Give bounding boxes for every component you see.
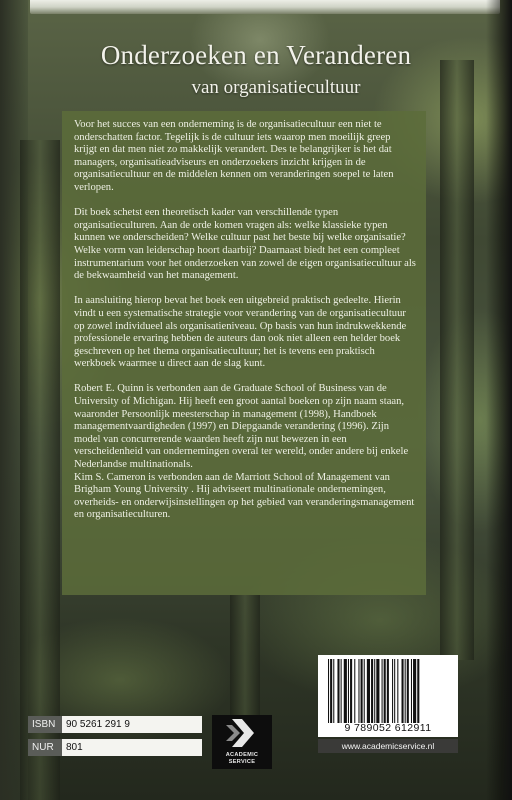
cover-spine-edge [486,0,512,800]
tree-trunk-left [20,140,60,800]
page-block-edge [30,0,500,14]
barcode-number: 9 789052 612911 [344,722,432,734]
tree-trunk-right [440,60,474,660]
blurb-paragraph: Dit boek schetst een theoretisch kader van verschillende typen organisatieculturen. Aan de orde komen vragen als: welke klassieke typen kunnen we onderscheiden? Welke cultuur past het beste bij welke organisatie? Welke vorm van leiderschap hoort daarbij? Daarnaast biedt het een compleet instrumentarium voor het onderzoeken van zowel de eigen organisatiecultuur als de bekwaamheid van het management. [74,207,416,282]
book-subtitle: van organisatiecultuur [191,77,361,98]
isbn-label: ISBN [28,716,62,733]
nur-row [28,739,202,756]
author-bio-cameron: Kim S. Cameron is verbonden aan de Marriott School of Management van Brigham Young University . Hij adviseert multinationale ondernemingen, overheids- en onderwijsinstellingen op het gebied van veranderingsmanagement en organisatieculturen. [74,471,415,521]
book-title: Onderzoeken en Veranderen [100,40,412,70]
logo-text-line2: SERVICE [228,759,256,765]
nur-value: 801 [62,739,202,756]
barcode-icon [328,659,452,723]
isbn-value: 90 5261 291 9 [62,716,202,733]
publisher-logo [212,715,272,769]
author-bio-quinn: Robert E. Quinn is verbonden aan de Graduate School of Business van de University of Michigan. Hij heeft een groot aantal boeken op zijn naam staan, waaronder Persoonlijk meesterschap in management (1998), Handboek managementvaardigheden (1997) en Diepgaande verandering (1996). Zijn model van concurrerende waarden heeft zijn nut bewezen in een verscheidenheid van ondernemingen overal ter wereld, onder andere bij enkele Nederlandse multinationals. [74,383,409,471]
nur-label: NUR [28,739,62,756]
blurb-paragraph: In aansluiting hierop bevat het boek een uitgebreid praktisch gedeelte. Hierin vindt u een systematische strategie voor verandering van de organisatiecultuur op zowel individueel als organisatieniveau. Op basis van hun indrukwekkende professionele ervaring hebben de auteurs dan ook niet alleen een helder boek geschreven op het thema organisatiecultuur; het is tevens een praktisch werkboek waarmee u direct aan de slag kunt. [74,295,407,370]
blurb-paragraph: Voor het succes van een onderneming is de organisatiecultuur een niet te onderschatten factor. Tegelijk is de cultuur iets waarop men moeilijk greep krijgt en dat men niet zo makkelijk verandert. Des te belangrijker is het dat managers, organisatieadviseurs en onderzoekers inzicht krijgen in de organisatiecultuur en de middelen kennen om veranderingen soepel te laten verlopen. [74,119,394,193]
tree-trunk-center [230,595,260,715]
logo-text-line1: ACADEMIC [225,752,259,758]
publisher-url: www.academicservice.nl [318,739,458,753]
chevron-logo-icon [212,715,272,751]
isbn-row [28,716,202,733]
barcode-box [318,655,458,737]
blurb-panel [62,111,426,595]
